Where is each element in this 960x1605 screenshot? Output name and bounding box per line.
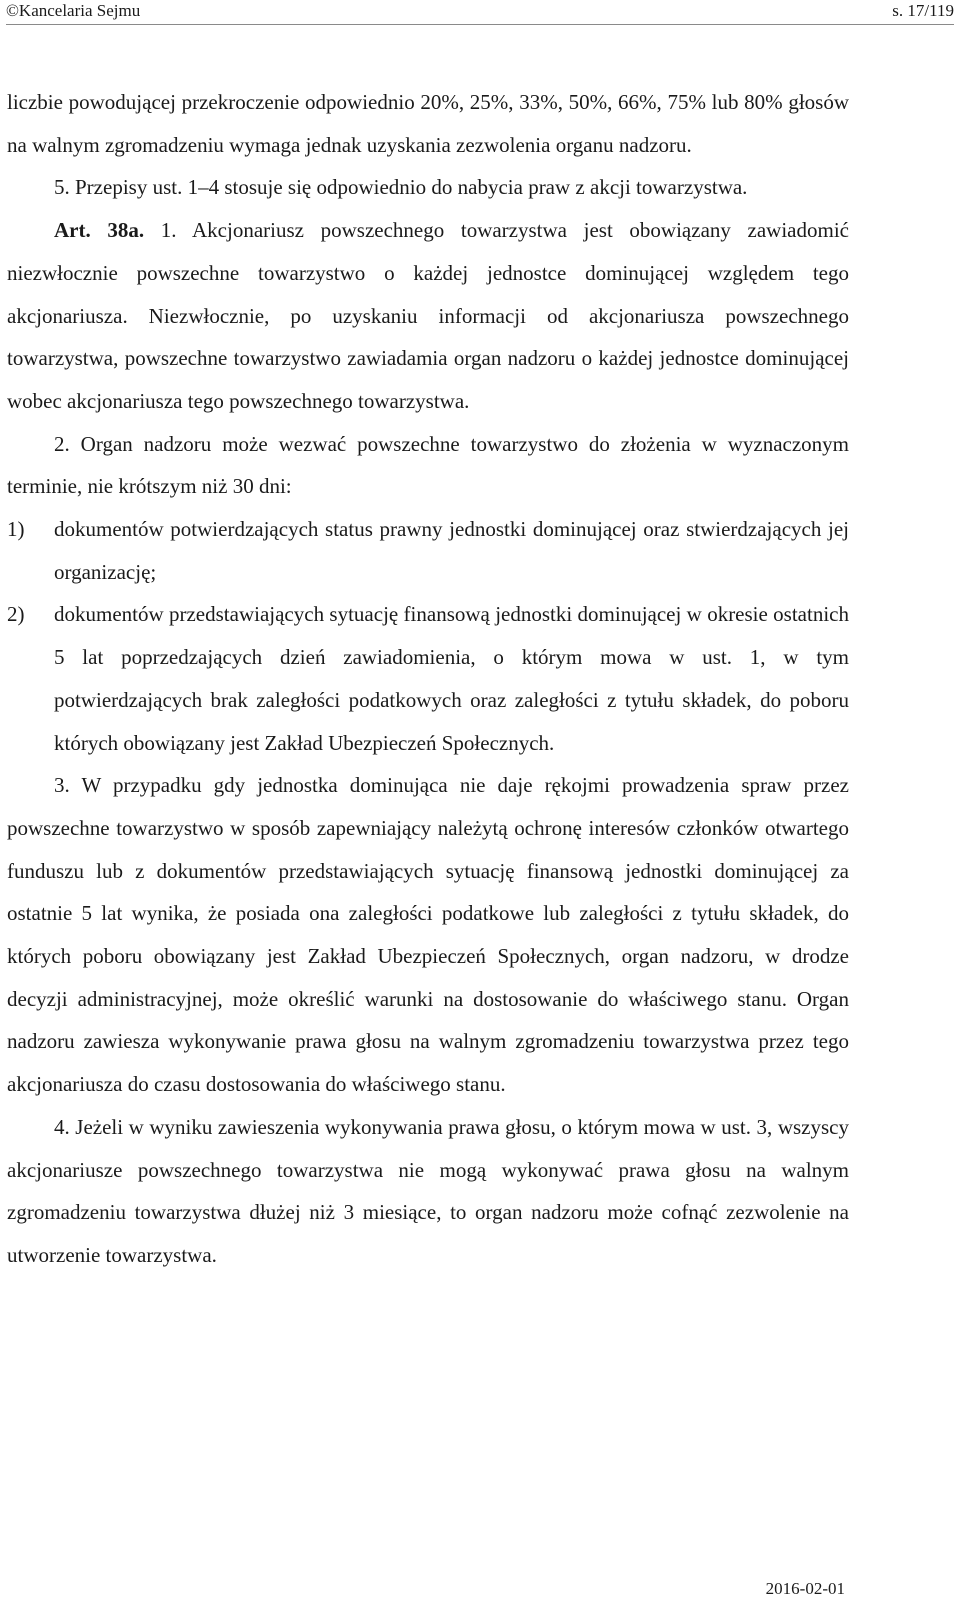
- list-item-text: dokumentów potwierdzających status prawny jednostki dominującej oraz stwierdzających jej organizację;: [54, 517, 849, 584]
- paragraph-continuation: liczbie powodującej przekroczenie odpowiednio 20%, 25%, 33%, 50%, 66%, 75% lub 80% głosów na walnym zgromadzeniu wymaga jednak uzyskania zezwolenia organu nadzoru.: [7, 90, 849, 157]
- article-number: Art. 38a.: [54, 218, 145, 243]
- list-item: [7, 593, 849, 764]
- article-text: 1. Akcjonariusz powszechnego towarzystwa jest obowiązany zawiadomić niezwłocznie powszechne towarzystwo o każdej jednostce dominującej względem tego akcjonariusza. Niezwłocznie, po uzyskaniu informacji od akcjonariusza powszechnego towarzystwa, powszechne towarzystwo zawiadamia organ nadzoru o każdej jednostce dominującej wobec akcjonariusza tego powszechnego towarzystwa.: [7, 218, 849, 413]
- list-item: [7, 508, 849, 593]
- list-marker: 1): [7, 517, 25, 542]
- footer-date: 2016-02-01: [765, 1579, 845, 1598]
- page-number: s. 17/119: [892, 1, 954, 20]
- paragraph-ust-5: 5. Przepisy ust. 1–4 stosuje się odpowiednio do nabycia praw z akcji towarzystwa.: [54, 175, 748, 200]
- article-38a-ust-1: [7, 209, 849, 423]
- copyright-label: ©Kancelaria Sejmu: [6, 1, 141, 20]
- document-body: [7, 81, 849, 1277]
- paragraph-ust-3: 3. W przypadku gdy jednostka dominująca nie daje rękojmi prowadzenia spraw przez powszechne towarzystwo w sposób zapewniający należytą ochronę interesów członków otwartego funduszu lub z dokumentów przedstawiających sytuację finansową jednostki dominującej za ostatnie 5 lat wynika, że posiada ona zaległości podatkowe lub zaległości z tytułu składek, do których poboru obowiązany jest Zakład Ubezpieczeń Społecznych, organ nadzoru, w drodze decyzji administracyjnej, może określić warunki na dostosowanie do właściwego stanu. Organ nadzoru zawiesza wykonywanie prawa głosu na walnym zgromadzeniu towarzystwa przez tego akcjonariusza do czasu dostosowania do właściwego stanu.: [7, 773, 849, 1097]
- paragraph-ust-2: 2. Organ nadzoru może wezwać powszechne towarzystwo do złożenia w wyznaczonym terminie, nie krótszym niż 30 dni:: [7, 431, 849, 499]
- list-marker: 2): [7, 602, 25, 627]
- list-item-text: dokumentów przedstawiających sytuację finansową jednostki dominującej w okresie ostatnich 5 lat poprzedzających dzień zawiadomienia, o którym mowa w ust. 1, w tym potwierdzających brak zaległości podatkowych oraz zaległości z tytułu składek, do poboru których obowiązany jest Zakład Ubezpieczeń Społecznych.: [54, 602, 849, 755]
- paragraph-ust-4: 4. Jeżeli w wyniku zawieszenia wykonywania prawa głosu, o którym mowa w ust. 3, wszyscy akcjonariusze powszechnego towarzystwa nie mogą wykonywać prawa głosu na walnym zgromadzeniu towarzystwa dłużej niż 3 miesiące, to organ nadzoru może cofnąć zezwolenie na utworzenie towarzystwa.: [7, 1114, 849, 1267]
- page-header: [6, 0, 954, 25]
